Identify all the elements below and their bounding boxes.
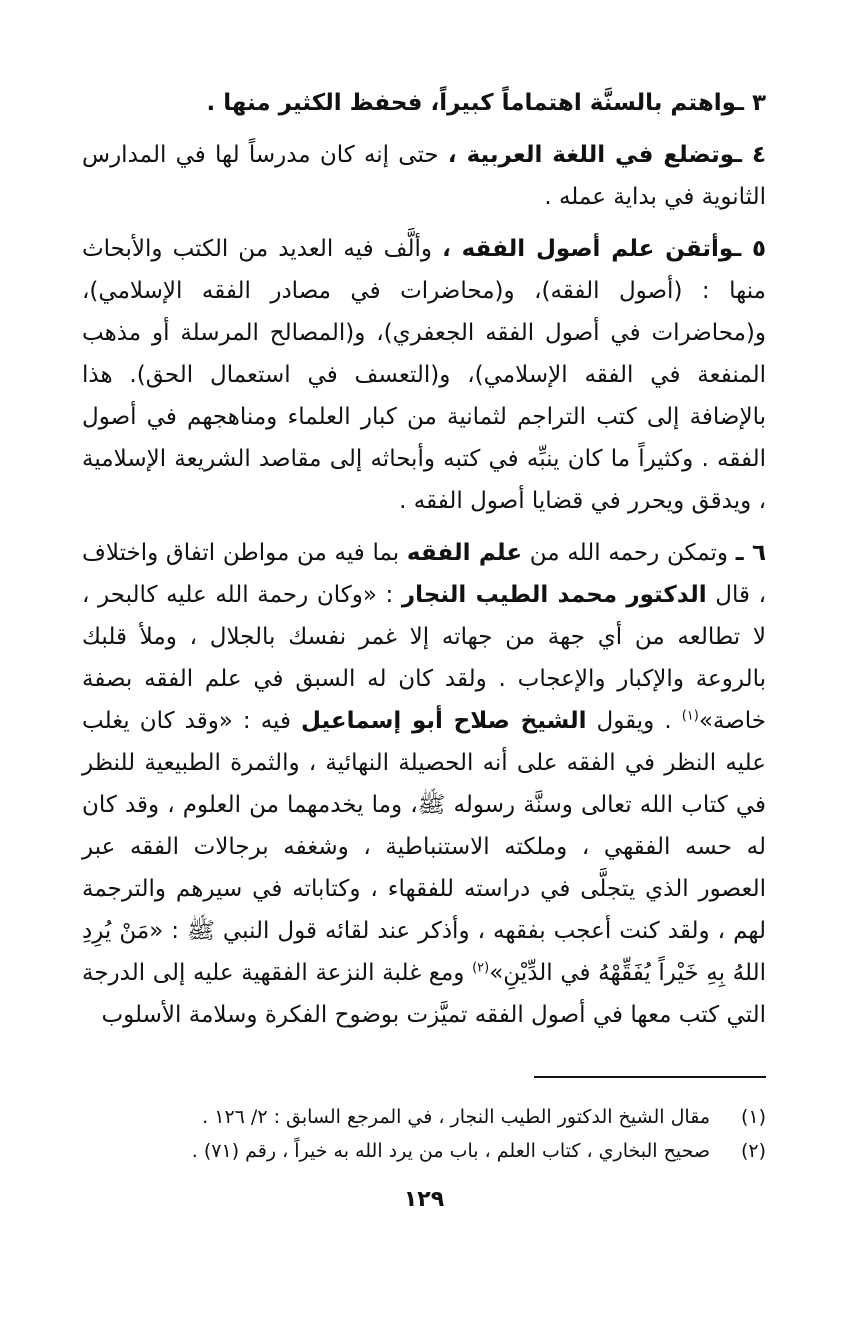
text-segment: وألَّف فيه العديد من الكتب والأبحاث منها : (أصول الفقه)، و(محاضرات في مصادر الفقه الإسلامي)، و(محاضرات في أصول الفقه الجعفري)، و(المصالح المرسلة أو مذهب المنفعة في الفقه الإسلامي)، و(التعسف في استعمال الحق). هذا بالإضافة إلى كتب التراجم لثمانية من كبار العلماء ومناهجهم في أصول الفقه . وكثيراً ما كان ينبِّه في كتبه وأبحاثه إلى مقاصد الشريعة الإسلامية ، ويدقق ويحرر في قضايا أصول الفقه . bbox=[82, 236, 766, 514]
footnote-2 bbox=[82, 1134, 766, 1168]
footnote-reference: (١) bbox=[681, 708, 699, 724]
text-segment: الشيخ صلاح أبو إسماعيل bbox=[301, 708, 587, 734]
paragraph-4 bbox=[82, 532, 766, 1036]
paragraph-number: ٣ ـ bbox=[736, 90, 766, 116]
paragraph-3 bbox=[82, 228, 766, 522]
text-segment: الدكتور محمد الطيب النجار bbox=[401, 582, 707, 608]
footnote-reference: (٢) bbox=[472, 960, 490, 976]
footnote-1-number: (١) bbox=[740, 1106, 766, 1128]
text-segment: : «وكان رحمة الله عليه كالبحر ، لا تطالعه من أي جهة من جهاته إلا غمر نفسك بالجلال ، وملأ قلبك بالروعة والإكبار والإعجاب . ولقد كان له السبق في علم الفقه بصفة خاصة» bbox=[82, 582, 766, 734]
text-segment: ومع غلبة النزعة الفقهية عليه إلى الدرجة التي كتب معها في أصول الفقه تميَّزت بوضوح الفكرة وسلامة الأسلوب bbox=[82, 960, 766, 1028]
paragraph-number: ٥ ـ bbox=[733, 236, 766, 262]
page-body bbox=[82, 82, 766, 1286]
footnote-2-text: صحيح البخاري ، كتاب العلم ، باب من يرد الله به خيراً ، رقم (٧١) . bbox=[191, 1140, 710, 1162]
text-segment: فيه : «وقد كان يغلب عليه النظر في الفقه على أنه الحصيلة النهائية ، والثمرة الطبيعية للنظر في كتاب الله تعالى وسنَّة رسوله ﷺ، وما يخدمهما من العلوم ، وقد كان له حسه الفقهي ، وملكته الاستنباطية ، وشغفه برجالات الفقه عبر العصور الذي يتجلَّى في دراسته للفقهاء ، وكتاباته في سيرهم والترجمة لهم ، ولقد كنت أعجب بفقهه ، وأذكر عند لقائه قول النبي ﷺ : «مَنْ يُرِدِ اللهُ بِهِ خَيْراً يُفَقِّهْهُ في الدِّيْنِ» bbox=[82, 708, 767, 986]
main-text bbox=[82, 82, 766, 1036]
footnote-1-text: مقال الشيخ الدكتور الطيب النجار ، في المرجع السابق : ٢/ ١٢٦ . bbox=[202, 1106, 710, 1128]
paragraph-number: ٦ ـ bbox=[735, 540, 766, 566]
text-segment: وأتقن علم أصول الفقه ، bbox=[442, 236, 734, 262]
text-segment: وتضلع في اللغة العربية ، bbox=[447, 142, 735, 168]
text-segment: علم الفقه bbox=[406, 540, 523, 566]
footnotes bbox=[82, 1100, 766, 1168]
text-segment: وتمكن رحمه الله من bbox=[522, 540, 736, 566]
footnote-divider bbox=[534, 1076, 766, 1078]
text-segment: بما فيه من مواطن اتفاق واختلاف ، قال bbox=[82, 540, 767, 608]
paragraph-1 bbox=[82, 82, 766, 124]
paragraph-2 bbox=[82, 134, 766, 218]
paragraph-number: ٤ ـ bbox=[734, 142, 767, 168]
text-segment: . ويقول bbox=[586, 708, 682, 734]
page-number: ١٢٩ bbox=[403, 1187, 445, 1212]
text-segment: حتى إنه كان مدرساً لها في المدارس الثانوية في بداية عمله . bbox=[82, 142, 766, 210]
footnote-1 bbox=[82, 1100, 766, 1134]
text-segment: واهتم بالسنَّة اهتماماً كبيراً، فحفظ الكثير منها . bbox=[206, 90, 737, 116]
footnote-2-number: (٢) bbox=[740, 1140, 766, 1162]
